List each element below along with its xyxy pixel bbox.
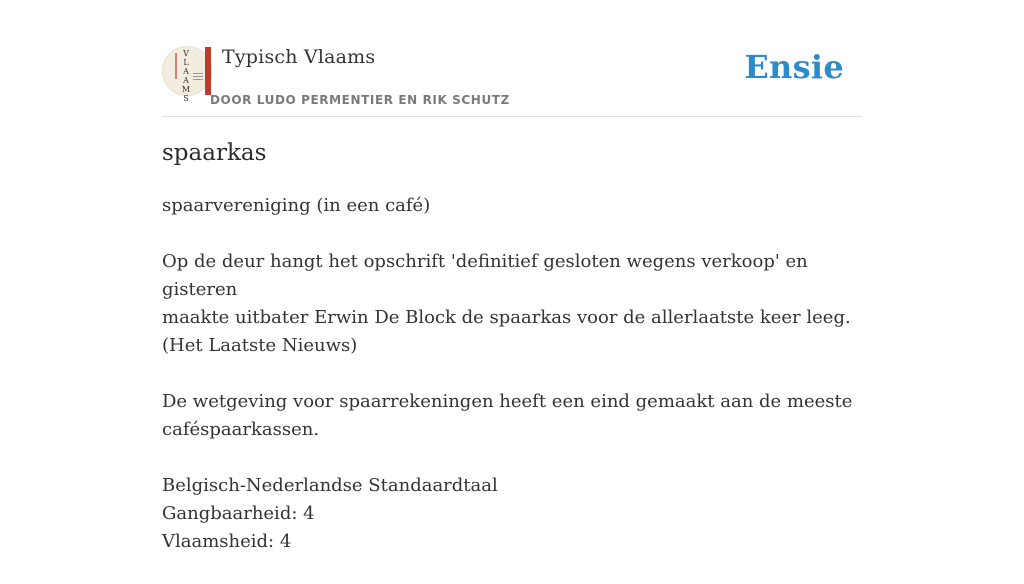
meta-language: Belgisch-Nederlandse Standaardtaal xyxy=(162,475,498,496)
example-source: (Het Laatste Nieuws) xyxy=(162,335,358,356)
author-byline: DOOR LUDO PERMENTIER EN RIK SCHUTZ xyxy=(210,93,510,107)
entry-note xyxy=(162,388,862,444)
logo-lettering: V L A A M S xyxy=(181,49,191,103)
site-logo[interactable] xyxy=(162,46,212,103)
entry-term: spaarkas xyxy=(162,140,267,166)
entry-meta xyxy=(162,472,862,556)
example-line: Op de deur hangt het opschrift 'definitief gesloten wegens verkoop' en gisteren xyxy=(162,251,808,300)
page-container xyxy=(162,0,862,552)
logo-accent-mark xyxy=(175,53,177,79)
site-title[interactable]: Typisch Vlaams xyxy=(222,46,376,68)
entry-example xyxy=(162,248,862,360)
logo-red-band xyxy=(205,47,211,95)
note-line: De wetgeving voor spaarrekeningen heeft een eind gemaakt aan de meeste xyxy=(162,391,853,412)
meta-vlaamsheid: Vlaamsheid: 4 xyxy=(162,531,292,552)
brand-logo-link[interactable]: Ensie xyxy=(744,48,844,86)
logo-lines xyxy=(193,73,203,82)
site-header xyxy=(162,0,862,117)
entry-content xyxy=(162,192,862,584)
note-line: caféspaarkassen. xyxy=(162,419,320,440)
meta-gangbaarheid: Gangbaarheid: 4 xyxy=(162,503,315,524)
entry-definition: spaarvereniging (in een café) xyxy=(162,195,431,216)
example-line: maakte uitbater Erwin De Block de spaarkas voor de allerlaatste keer leeg. xyxy=(162,307,851,328)
